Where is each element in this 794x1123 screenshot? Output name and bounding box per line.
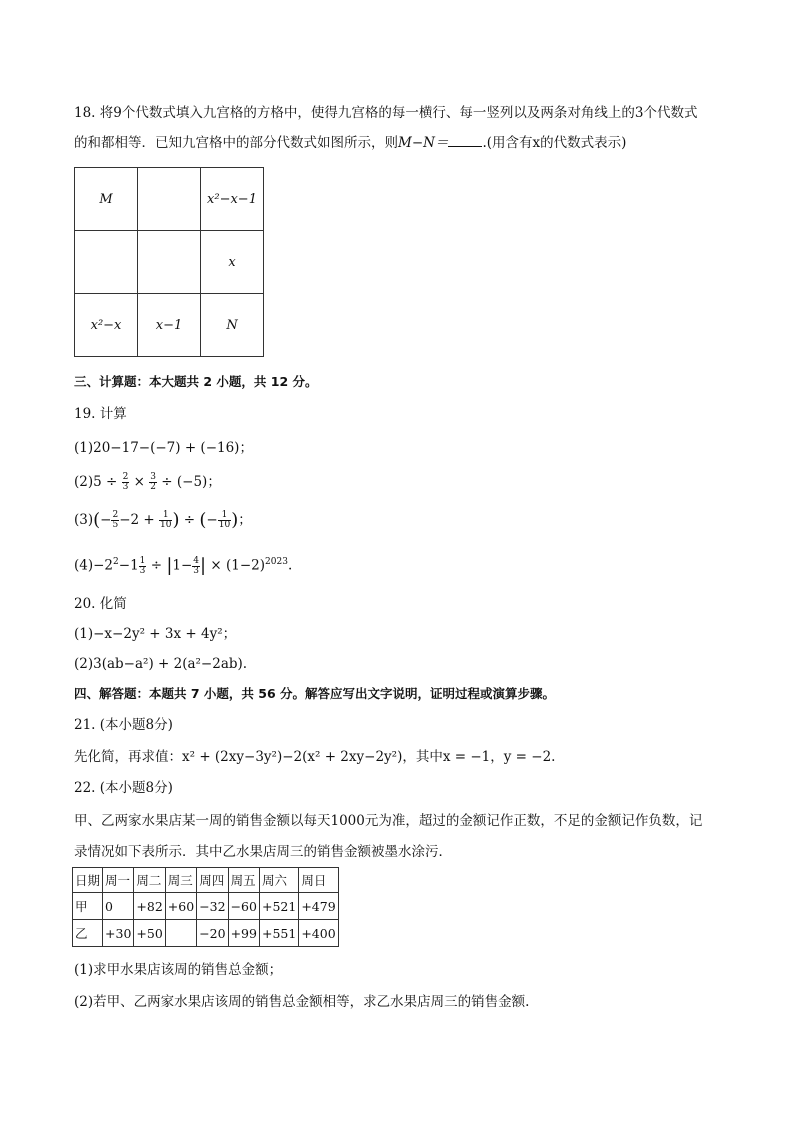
q19-part4: $(4)-2^2-1$ $\frac{1}{3}$ ÷ |1− $\frac{4}{3}$ | × $(1-2)^{2023}$. (74, 555, 293, 576)
grid-cell: x−1 (138, 294, 201, 357)
grid-cell (75, 231, 138, 294)
fraction: $\frac{2}{5}$ (112, 510, 119, 530)
answer-blank (448, 134, 482, 147)
q20-part2: (2)3(ab−a²) + 2(a²−2ab). (74, 656, 248, 672)
fraction: $\frac{4}{3}$ (193, 555, 200, 576)
table-header-cell: 周六 (259, 868, 298, 893)
section-heading-4: 四、解答题：本题共 7 小题，共 56 分。解答应写出文字说明，证明过程或演算步骤。 (74, 686, 556, 701)
fraction: $\frac{1}{3}$ (139, 555, 146, 576)
table-header-row (73, 868, 339, 893)
table-cell: +50 (134, 920, 165, 947)
q20-part1: (1)−x−2y² + 3x + 4y²； (74, 626, 237, 642)
table-cell: −20 (197, 920, 228, 947)
table-cell: +400 (299, 920, 338, 947)
table-header-cell: 周日 (299, 868, 338, 893)
q22-sub1: (1)求甲水果店该周的销售总金额； (74, 962, 283, 978)
table-header-cell: 周五 (228, 868, 259, 893)
table-cell: +82 (134, 893, 165, 920)
q22-line2: 录情况如下表所示．其中乙水果店周三的销售金额被墨水涂污． (74, 844, 452, 860)
q19-title: 19. 计算 (74, 406, 127, 422)
table-row (73, 920, 339, 947)
q19-part2: (2)5 ÷ $\frac{2}{3}$ × $\frac{3}{2}$ ÷ (−5)； (74, 472, 221, 492)
nine-grid (74, 167, 264, 357)
fraction: $\frac{2}{3}$ (122, 472, 129, 492)
grid-cell (138, 231, 201, 294)
q21-body: 先化简，再求值：x² + (2xy−3y²)−2(x² + 2xy−2y²)，其中x = −1，y = −2. (74, 749, 556, 765)
table-header-cell: 周一 (103, 868, 134, 893)
table-cell: −32 (197, 893, 228, 920)
section-heading-3: 三、计算题：本大题共 2 小题，共 12 分。 (74, 374, 318, 389)
table-cell: +479 (299, 893, 338, 920)
table-cell: −60 (228, 893, 259, 920)
table-cell: +551 (259, 920, 298, 947)
q18-line1: 18. 将9个代数式填入九宫格的方格中，使得九宫格的每一横行、每一竖列以及两条对角线上的3个代数式 (74, 105, 698, 121)
q22-title: 22. (本小题8分) (74, 780, 173, 796)
table-cell: +521 (259, 893, 298, 920)
q22-sub2: (2)若甲、乙两家水果店该周的销售总金额相等，求乙水果店周三的销售金额. (74, 994, 530, 1010)
sales-table (72, 867, 339, 947)
table-header-cell: 周三 (165, 868, 196, 893)
table-cell: +60 (165, 893, 196, 920)
grid-cell: N (201, 294, 264, 357)
table-header-cell: 周二 (134, 868, 165, 893)
grid-cell: x²−x (75, 294, 138, 357)
fraction: $\frac{3}{2}$ (150, 472, 156, 492)
table-cell: +30 (103, 920, 134, 947)
q20-title: 20. 化简 (74, 596, 127, 612)
table-cell: +99 (228, 920, 259, 947)
grid-cell (138, 168, 201, 231)
table-row (73, 893, 339, 920)
grid-cell: M (75, 168, 138, 231)
q18-line2: 的和都相等．已知九宫格中的部分代数式如图所示，则M−N＝ .(用含有x的代数式表示) (74, 135, 627, 151)
fraction: $\frac{1}{10}$ (218, 510, 231, 530)
table-cell: 乙 (73, 920, 103, 947)
table-header-cell: 日期 (73, 868, 103, 893)
table-cell-smudged (165, 920, 196, 947)
q21-title: 21. (本小题8分) (74, 717, 173, 733)
q22-line1: 甲、乙两家水果店某一周的销售金额以每天1000元为准，超过的金额记作正数，不足的金额记作负数，记 (74, 813, 703, 829)
table-header-cell: 周四 (197, 868, 228, 893)
grid-cell: x (201, 231, 264, 294)
q19-part1: (1)20−17−(−7) + (−16)； (74, 440, 253, 456)
q18-expr: M−N＝ (398, 135, 449, 151)
table-cell: 0 (103, 893, 134, 920)
fraction: $\frac{1}{10}$ (160, 510, 172, 530)
q19-part3: (3)(− $\frac{2}{5}$ −2 + $\frac{1}{10}$ ) ÷ (− $\frac{1}{10}$ )； (74, 509, 252, 531)
grid-cell: x²−x−1 (201, 168, 264, 231)
table-cell: 甲 (73, 893, 103, 920)
